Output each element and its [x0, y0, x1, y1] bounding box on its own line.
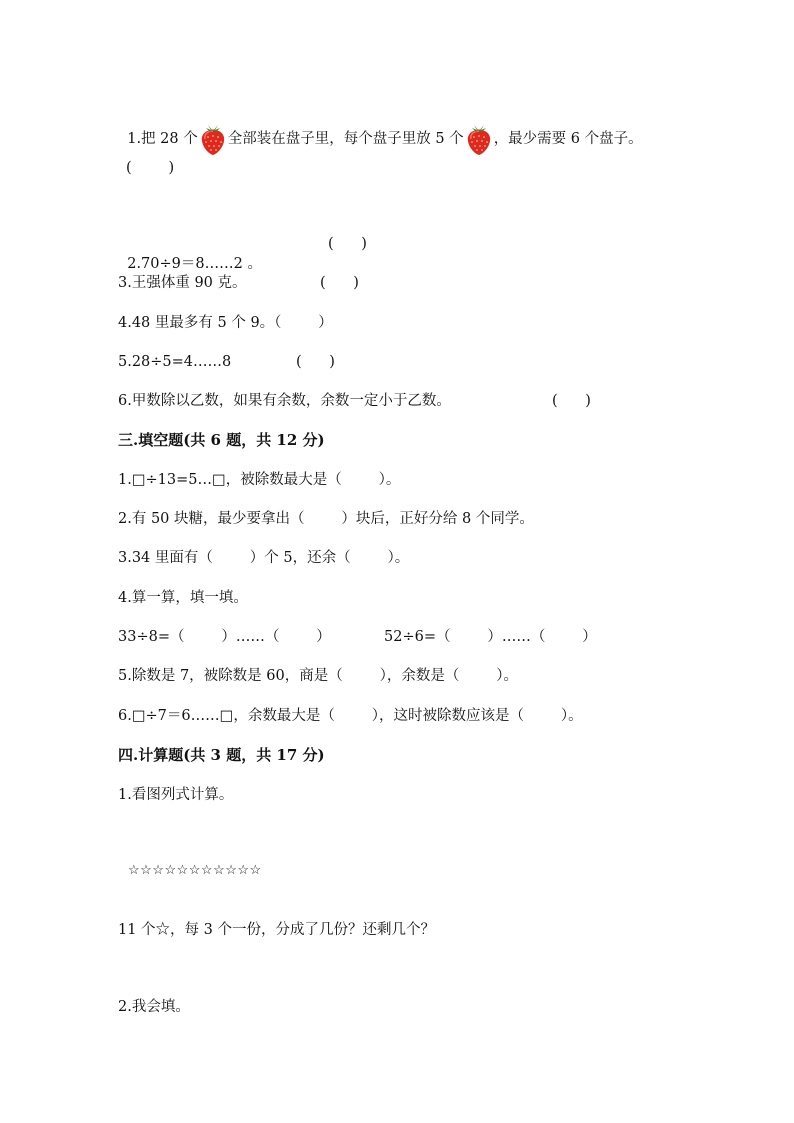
- fill-q4b: 52÷6=（ ）……（ ）: [384, 629, 597, 645]
- fill-q2: 2.有 50 块糖，最少要拿出（ ）块后，正好分给 8 个同学。: [118, 511, 534, 527]
- strawberry-icon: [200, 122, 226, 156]
- calc-q2: 2.我会填。: [118, 999, 190, 1015]
- calc-q1: 1.看图列式计算。: [118, 787, 234, 803]
- fill-q5: 5.除数是 7，被除数是 60，商是（ ），余数是（ ）。: [118, 668, 518, 684]
- judge-q1-answer: ( ): [126, 160, 175, 176]
- calc-heading: 四.计算题(共 3 题，共 17 分): [118, 746, 325, 764]
- fill-q1: 1.□÷13=5…□，被除数最大是（ ）。: [118, 472, 401, 488]
- star-row: ☆☆☆☆☆☆☆☆☆☆☆: [128, 863, 262, 878]
- judge-q2-answer: ( ): [328, 236, 367, 252]
- judge-q4-text: 4.48 里最多有 5 个 9。（ ）: [118, 315, 333, 331]
- judge-q1-post: ，最少需要 6 个盘子。: [493, 131, 643, 147]
- judge-q2-text: 2.70÷9＝8……2 。: [127, 256, 262, 272]
- fill-q3: 3.34 里面有（ ）个 5，还余（ ）。: [118, 550, 410, 566]
- judge-q6-answer: ( ): [552, 393, 591, 409]
- judge-q6-text: 6.甲数除以乙数，如果有余数，余数一定小于乙数。: [118, 393, 451, 409]
- fill-q6: 6.□÷7＝6……□，余数最大是（ ），这时被除数应该是（ ）。: [118, 708, 583, 724]
- judge-q1-mid: 全部装在盘子里，每个盘子里放 5 个: [227, 131, 464, 147]
- judge-q5-text: 5.28÷5=4……8: [118, 354, 232, 370]
- judge-q1: [118, 102, 643, 156]
- calc-q1-desc: 11 个☆，每 3 个一份，分成了几份？还剩几个？: [118, 922, 436, 938]
- judge-q3-text: 3.王强体重 90 克。: [118, 275, 247, 291]
- judge-q5-answer: ( ): [296, 354, 335, 370]
- fill-heading: 三.填空题(共 6 题，共 12 分): [118, 431, 325, 449]
- judge-q3-answer: ( ): [320, 275, 359, 291]
- judge-q2: [118, 234, 262, 274]
- strawberry-icon: [466, 122, 492, 156]
- fill-q4a: 33÷8=（ ）……（ ）: [118, 629, 331, 645]
- judge-q1-pre: 1.把 28 个: [127, 131, 198, 147]
- fill-q4: 4.算一算，填一填。: [118, 590, 248, 606]
